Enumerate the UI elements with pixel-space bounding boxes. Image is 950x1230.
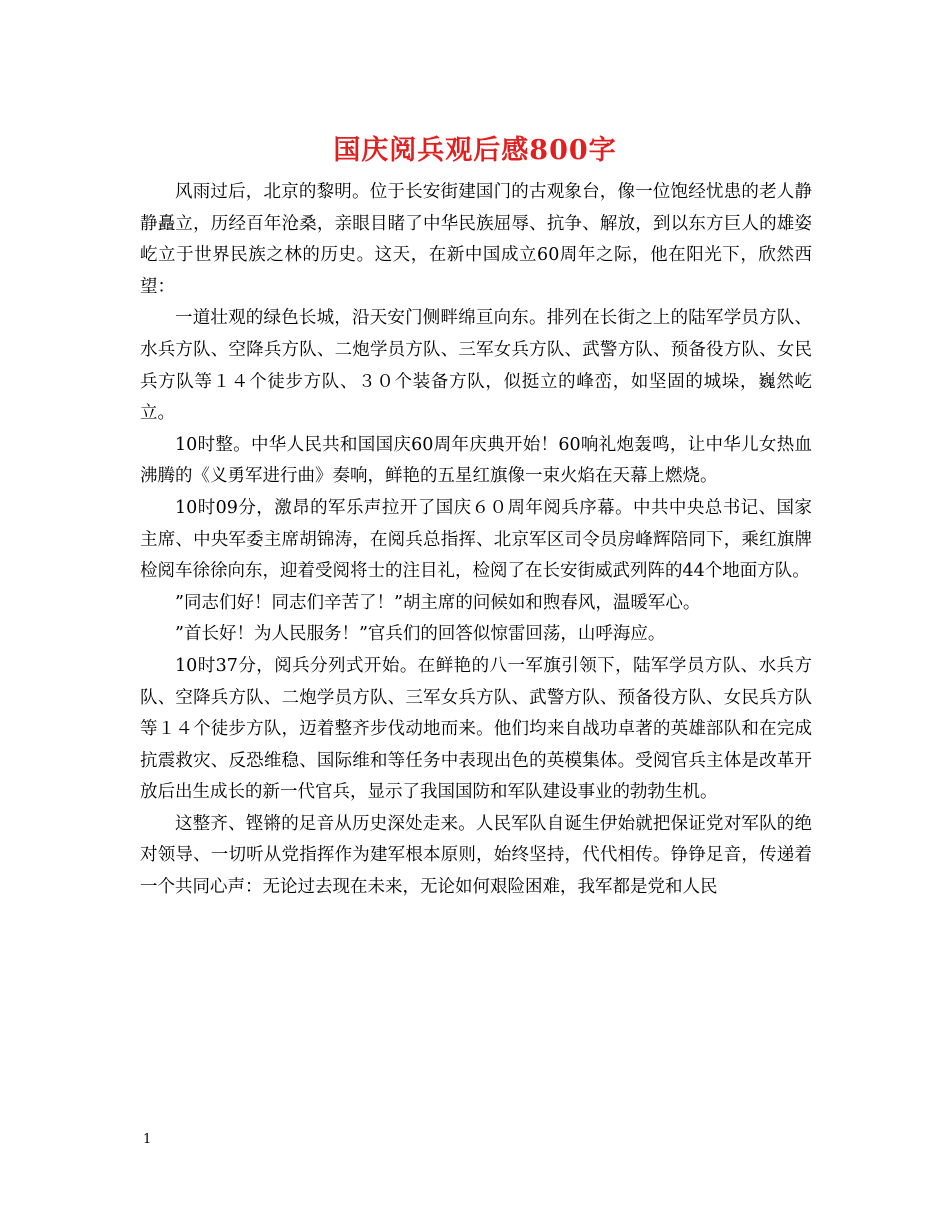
paragraph: 10时37分，阅兵分列式开始。在鲜艳的八一军旗引领下，陆军学员方队、水兵方队、空降兵方队、二炮学员方队、三军女兵方队、武警方队、预备役方队、女民兵方队等１４个徒步方队，迈着整齐步伐动地而来。他们均来自战功卓著的英雄部队和在完成抗震救灾、反恐维稳、国际维和等任务中表现出色的英模集体。受阅官兵主体是改革开放后出生成长的新一代官兵，显示了我国国防和军队建设事业的勃勃生机。 bbox=[140, 655, 812, 803]
document-title: 国庆阅兵观后感800字 bbox=[333, 135, 617, 166]
page-number: 1 bbox=[143, 1132, 152, 1147]
paragraph: 风雨过后，北京的黎明。位于长安街建国门的古观象台，像一位饱经忧患的老人静静矗立，历经百年沧桑，亲眼目睹了中华民族屈辱、抗争、解放，到以东方巨人的雄姿屹立于世界民族之林的历史。这天，在新中国成立60周年之际，他在阳光下，欣然西望： bbox=[140, 182, 812, 297]
paragraph: ”同志们好！同志们辛苦了！”胡主席的问候如和煦春风，温暖军心。 bbox=[175, 592, 701, 613]
paragraph: 这整齐、铿锵的足音从历史深处走来。人民军队自诞生伊始就把保证党对军队的绝对领导、一切听从党指挥作为建军根本原则，始终坚持，代代相传。铮铮足音，传递着一个共同心声：无论过去现在未来，无论如何艰险困难，我军都是党和人民 bbox=[140, 813, 812, 898]
document-body bbox=[140, 177, 812, 904]
paragraph: 一道壮观的绿色长城，沿天安门侧畔绵亘向东。排列在长街之上的陆军学员方队、水兵方队、空降兵方队、二炮学员方队、三军女兵方队、武警方队、预备役方队、女民兵方队等１４个徒步方队、３０个装备方队，似挺立的峰峦，如坚固的城垛，巍然屹立。 bbox=[140, 308, 812, 424]
paragraph: 10时整。中华人民共和国国庆60周年庆典开始！60响礼炮轰鸣，让中华儿女热血沸腾的《义勇军进行曲》奏响，鲜艳的五星红旗像一束火焰在天幕上燃烧。 bbox=[140, 434, 812, 487]
paragraph: ”首长好！为人民服务！”官兵们的回答似惊雷回荡，山呼海应。 bbox=[175, 624, 666, 645]
paragraph: 10时09分，激昂的军乐声拉开了国庆６０周年阅兵序幕。中共中央总书记、国家主席、中央军委主席胡锦涛，在阅兵总指挥、北京军区司令员房峰辉陪同下，乘红旗牌检阅车徐徐向东，迎着受阅将士的注目礼，检阅了在长安街威武列阵的44个地面方队。 bbox=[140, 497, 812, 582]
